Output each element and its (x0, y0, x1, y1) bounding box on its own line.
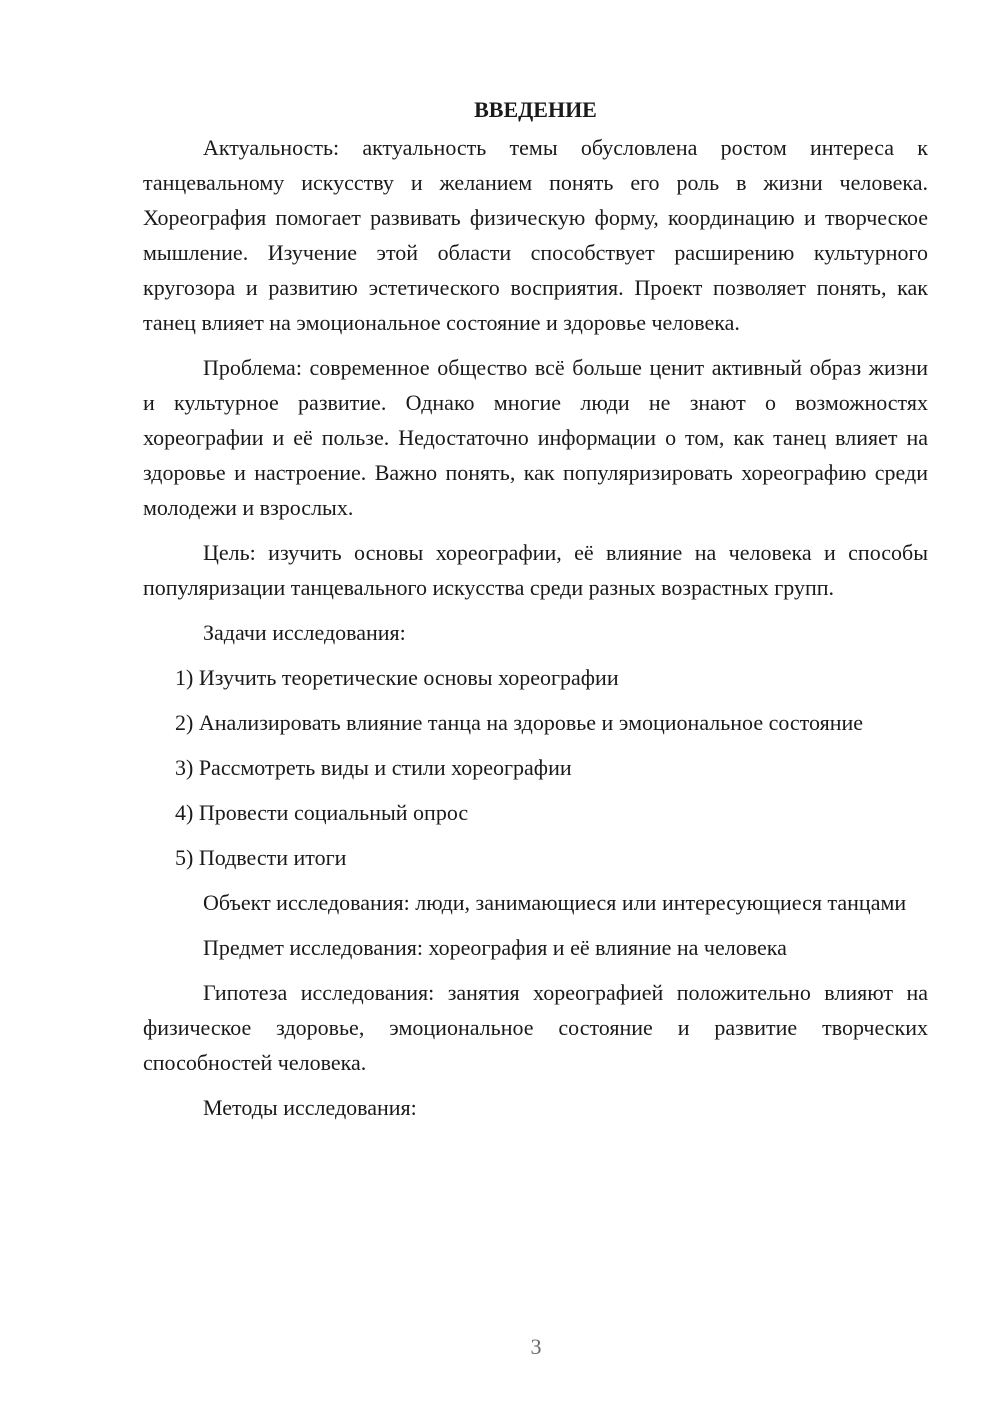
problem-paragraph: Проблема: современное общество всё больше ценит активный образ жизни и культурное развитие. Однако многие люди не знают о возможностях хореографии и её пользе. Недостаточно информации о том, как танец влияет на здоровье и настроение. Важно понять, как популяризировать хореографию среди молодежи и взрослых. (143, 355, 928, 520)
methods-heading: Методы исследования: (203, 1095, 417, 1120)
task-item-1: 1) Изучить теоретические основы хореографии (175, 665, 619, 690)
hypothesis-paragraph: Гипотеза исследования: занятия хореографией положительно влияют на физическое здоровье, эмоциональное состояние и развитие творческих способностей человека. (143, 980, 928, 1075)
subject-paragraph: Предмет исследования: хореография и её влияние на человека (203, 935, 787, 960)
task-item-4: 4) Провести социальный опрос (175, 800, 469, 825)
task-item-3: 3) Рассмотреть виды и стили хореографии (175, 755, 572, 780)
task-item-5: 5) Подвести итоги (175, 845, 347, 870)
relevance-paragraph: Актуальность: актуальность темы обусловлена ростом интереса к танцевальному искусству и желанием понять его роль в жизни человека. Хореография помогает развивать физическую форму, координацию и творческое мышление. Изучение этой области способствует расширению культурного кругозора и развитию эстетического восприятия. Проект позволяет понять, как танец влияет на эмоциональное состояние и здоровье человека. (143, 135, 928, 335)
section-heading: ВВЕДЕНИЕ (474, 97, 597, 122)
object-paragraph: Объект исследования: люди, занимающиеся или интересующиеся танцами (203, 890, 907, 915)
goal-paragraph: Цель: изучить основы хореографии, её влияние на человека и способы популяризации танцевального искусства среди разных возрастных групп. (143, 540, 928, 600)
task-item-2: 2) Анализировать влияние танца на здоровье и эмоциональное состояние (175, 710, 864, 735)
page-number: 3 (530, 1334, 542, 1359)
document-page (143, 92, 928, 1135)
tasks-heading: Задачи исследования: (203, 620, 406, 645)
